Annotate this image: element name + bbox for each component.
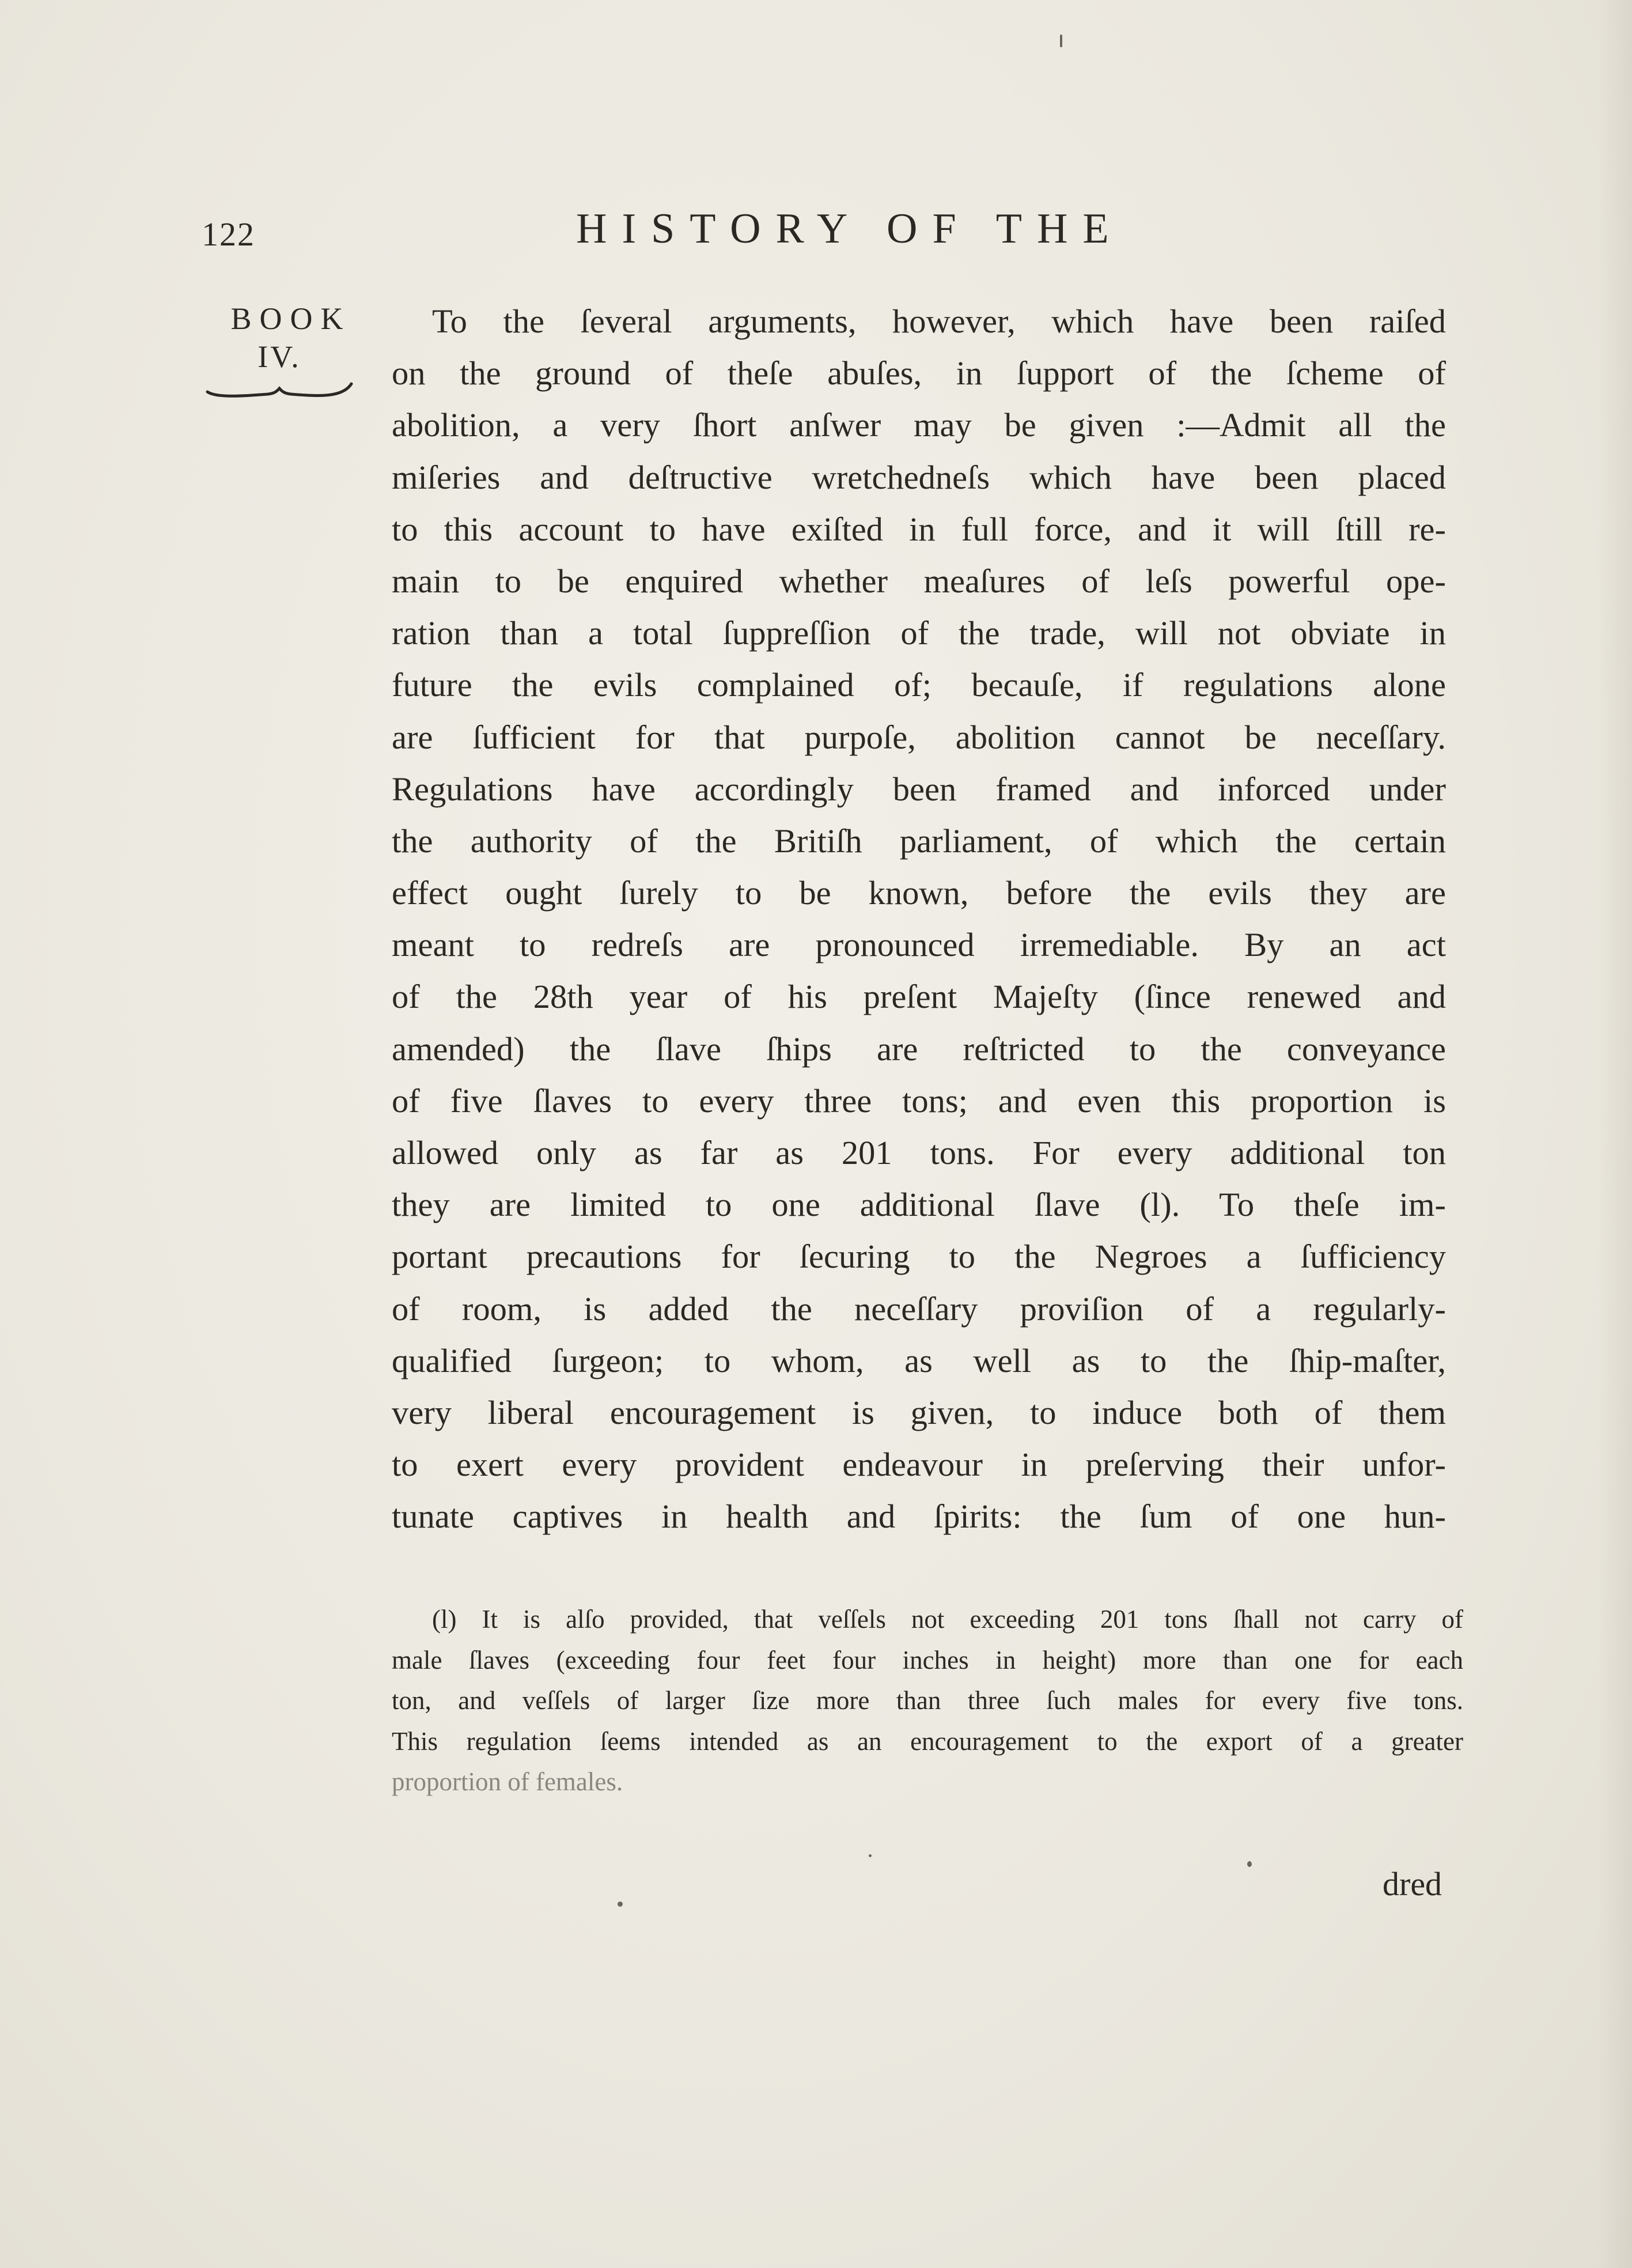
running-title: HISTORY OF THE bbox=[576, 205, 1124, 252]
body-line: ration than a total ſuppreſſion of the trade, will not obviate in bbox=[392, 614, 1446, 652]
paper-speck bbox=[1247, 1861, 1252, 1867]
running-head bbox=[202, 205, 1469, 262]
body-line: meant to redreſs are pronounced irremediable. By an act bbox=[392, 926, 1446, 964]
footnote-line: proportion of females. bbox=[392, 1767, 623, 1796]
body-line: the authority of the Britiſh parliament, of which the certain bbox=[392, 822, 1446, 860]
body-line: future the evils complained of; becauſe, if regulations alone bbox=[392, 666, 1446, 704]
paper-speck bbox=[618, 1902, 623, 1907]
body-text bbox=[392, 296, 1446, 1543]
body-line: qualified ſurgeon; to whom, as well as to the ſhip-maſter, bbox=[392, 1341, 1446, 1379]
body-line: To the ſeveral arguments, however, which have been raiſed bbox=[432, 303, 1446, 340]
catchword: dred bbox=[1383, 1865, 1442, 1903]
paper-speck bbox=[1060, 35, 1062, 47]
body-line: very liberal encouragement is given, to induce both of them bbox=[392, 1393, 1446, 1431]
body-line: of room, is added the neceſſary proviſion of a regularly- bbox=[392, 1290, 1446, 1328]
body-line: miſeries and deſtructive wretchedneſs which have been placed bbox=[392, 458, 1446, 496]
body-line: are ſufficient for that purpoſe, abolition cannot be neceſſary. bbox=[392, 718, 1446, 756]
body-line: to this account to have exiſted in full force, and it will ſtill re- bbox=[392, 510, 1446, 548]
body-line: of five ſlaves to every three tons; and even this proportion is bbox=[392, 1082, 1446, 1120]
body-line: on the ground of theſe abuſes, in ſupport of the ſcheme of bbox=[392, 354, 1446, 392]
body-line: main to be enquired whether meaſures of leſs powerful ope- bbox=[392, 562, 1446, 600]
body-line: portant precautions for ſecuring to the Negroes a ſufficiency bbox=[392, 1238, 1446, 1276]
book-label: BOOK bbox=[230, 301, 351, 336]
page-edge-shadow bbox=[1597, 0, 1632, 2268]
footnote-line: ton, and veſſels of larger ſize more than three ſuch males for every five tons. bbox=[392, 1686, 1463, 1715]
page-number: 122 bbox=[202, 216, 255, 253]
body-line: amended) the ſlave ſhips are reſtricted to the conveyance bbox=[392, 1030, 1446, 1068]
body-line: to exert every provident endeavour in preſerving their unfor- bbox=[392, 1446, 1446, 1484]
paper-speck bbox=[869, 1854, 872, 1857]
body-line: they are limited to one additional ſlave (l). To theſe im- bbox=[392, 1186, 1446, 1224]
body-line: abolition, a very ſhort anſwer may be given :—Admit all the bbox=[392, 406, 1446, 444]
curly-brace-icon bbox=[205, 379, 354, 402]
footnote-line: male ſlaves (exceeding four feet four inches in height) more than one for each bbox=[392, 1645, 1463, 1674]
body-line: effect ought ſurely to be known, before the evils they are bbox=[392, 874, 1446, 912]
body-line: of the 28th year of his preſent Majeſty (ſince renewed and bbox=[392, 978, 1446, 1016]
footnote-line: This regulation ſeems intended as an encouragement to the export of a greater bbox=[392, 1726, 1463, 1756]
book-number: IV. bbox=[258, 339, 301, 374]
margin-note bbox=[210, 300, 372, 402]
body-line: allowed only as far as 201 tons. For every additional ton bbox=[392, 1134, 1446, 1171]
footnote-line: (l) It is alſo provided, that veſſels not exceeding 201 tons ſhall not carry of bbox=[432, 1605, 1463, 1634]
body-line: tunate captives in health and ſpirits: the ſum of one hun- bbox=[392, 1498, 1446, 1536]
footnote bbox=[392, 1599, 1463, 1802]
body-line: Regulations have accordingly been framed and inforced under bbox=[392, 770, 1446, 808]
